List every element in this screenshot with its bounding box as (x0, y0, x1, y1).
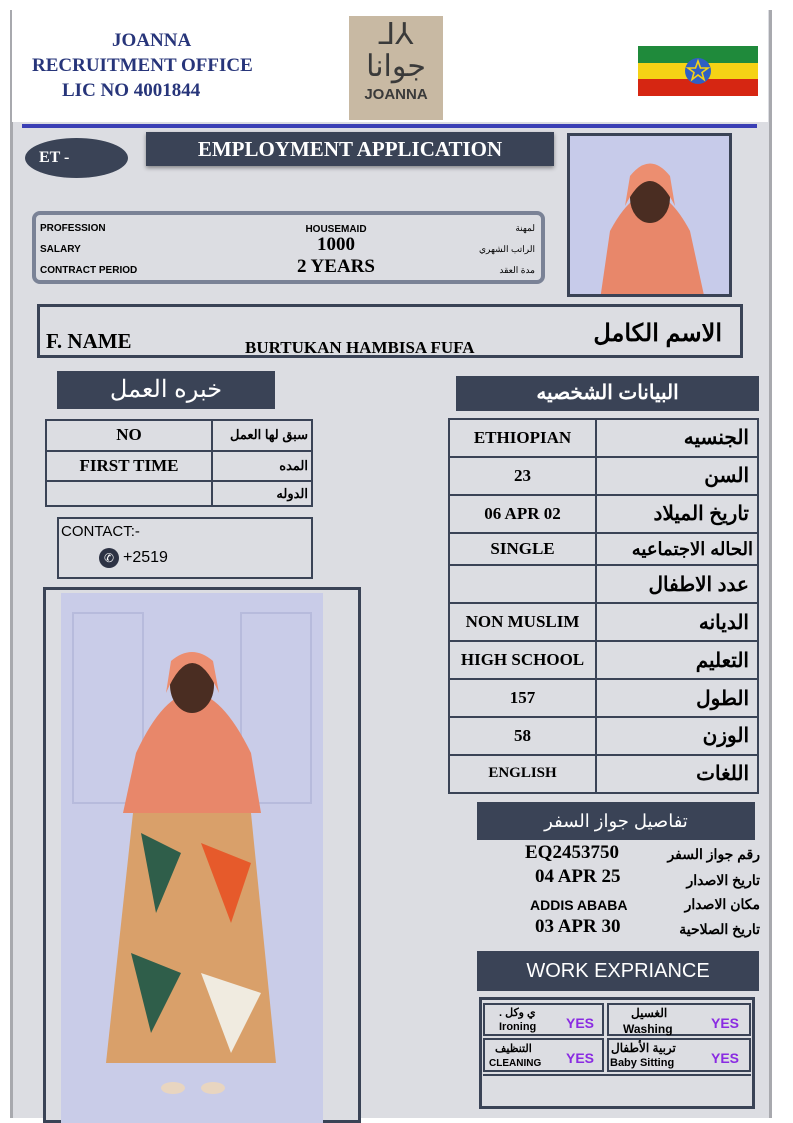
experience-value: NO (46, 420, 212, 451)
personal-label: السن (596, 457, 758, 495)
portrait-photo (567, 133, 732, 297)
work-experience-heading: WORK EXPRIANCE (477, 951, 759, 991)
skill-label: Washing (623, 1022, 673, 1036)
personal-value: HIGH SCHOOL (449, 641, 596, 679)
skill-value: YES (565, 1050, 594, 1066)
skill-label: Ironing (499, 1021, 537, 1033)
personal-value: 58 (449, 717, 596, 755)
skill-cell-empty (483, 1074, 751, 1104)
personal-label: الديانه (596, 603, 758, 641)
skill-value: YES (710, 1015, 739, 1031)
reference-badge: ET - (25, 138, 128, 178)
passport-expiry-value: 03 APR 30 (535, 916, 621, 937)
office-name (32, 28, 302, 103)
personal-label: عدد الاطفال (596, 565, 758, 603)
full-body-photo (43, 587, 361, 1123)
ethiopia-flag-icon (638, 46, 758, 96)
table-row (46, 451, 312, 482)
skill-label-ar: ي وكل . (499, 1007, 536, 1019)
skill-value: YES (565, 1015, 594, 1031)
experience-value: FIRST TIME (46, 451, 212, 482)
experience-heading: خبره العمل (57, 371, 275, 409)
skill-label-ar: التنظيف (495, 1043, 532, 1055)
full-body-figure (61, 593, 323, 1123)
personal-label: اللغات (596, 755, 758, 793)
skill-label-ar: تربية الأطفال (611, 1041, 676, 1055)
contact-box (57, 517, 313, 579)
table-row (449, 565, 758, 603)
experience-value (46, 481, 212, 506)
personal-value: ETHIOPIAN (449, 419, 596, 457)
personal-value (449, 565, 596, 603)
salary-label-ar: الراتب الشهري (479, 244, 535, 254)
table-row (449, 495, 758, 533)
passport-issue-place-value: ADDIS ABABA (530, 897, 628, 913)
experience-table (45, 419, 313, 507)
header-divider (22, 124, 757, 128)
experience-label: الدوله (212, 481, 312, 506)
skill-cell (483, 1038, 604, 1072)
office-line-1: JOANNA (112, 30, 192, 51)
personal-label: الطول (596, 679, 758, 717)
contract-period-label: CONTRACT PERIOD (40, 265, 138, 276)
table-row (449, 755, 758, 793)
table-row (449, 419, 758, 457)
table-row (46, 420, 312, 451)
contact-label: CONTACT:- (61, 523, 140, 540)
experience-label: المده (212, 451, 312, 482)
table-row (449, 533, 758, 565)
personal-value: SINGLE (449, 533, 596, 565)
contract-period-label-ar: مدة العقد (499, 265, 535, 275)
contact-phone: +2519 (123, 549, 168, 566)
table-row (449, 603, 758, 641)
skill-label-ar: الغسيل (631, 1006, 668, 1020)
personal-label: الحاله الاجتماعيه (596, 533, 758, 565)
full-name-label-ar: الاسم الكامل (593, 320, 722, 347)
profession-value: HOUSEMAID (305, 224, 367, 235)
personal-label: تاريخ الميلاد (596, 495, 758, 533)
passport-number-label: رقم جواز السفر (667, 846, 760, 862)
skill-cell (607, 1003, 751, 1036)
passport-heading: تفاصيل جواز السفر (477, 802, 755, 840)
full-name-row (37, 304, 743, 358)
personal-label: التعليم (596, 641, 758, 679)
full-name-value: BURTUKAN HAMBISA FUFA (245, 338, 475, 357)
table-row (449, 679, 758, 717)
office-line-2: RECRUITMENT OFFICE (32, 55, 253, 76)
skill-label: Baby Sitting (610, 1057, 675, 1069)
passport-issue-place-label: مكان الاصدار (684, 896, 760, 912)
contract-period-value: 2 YEARS (297, 256, 375, 277)
office-line-3: LIC NO 4001844 (62, 80, 201, 101)
logo-latin: JOANNA (364, 86, 428, 103)
passport-details (450, 842, 760, 942)
portrait-figure (570, 136, 732, 297)
job-details-box (32, 211, 545, 284)
salary-value: 1000 (317, 234, 355, 255)
skill-cell (483, 1003, 604, 1036)
experience-label: سبق لها العمل (212, 420, 312, 451)
passport-issue-date-value: 04 APR 25 (535, 866, 621, 887)
personal-value: NON MUSLIM (449, 603, 596, 641)
personal-label: الوزن (596, 717, 758, 755)
skill-label: CLEANING (489, 1058, 542, 1069)
passport-issue-date-label: تاريخ الاصدار (686, 872, 760, 888)
phone-icon: ✆ (99, 548, 119, 568)
profession-label-ar: لمهنة (515, 223, 535, 233)
salary-label: SALARY (40, 244, 81, 255)
work-experience-box (479, 997, 755, 1109)
full-name-label: F. NAME (46, 329, 132, 353)
personal-value: 157 (449, 679, 596, 717)
skill-cell (607, 1038, 751, 1072)
table-row (46, 481, 312, 506)
table-row (449, 717, 758, 755)
personal-value: 06 APR 02 (449, 495, 596, 533)
profession-label: PROFESSION (40, 223, 106, 234)
passport-number-value: EQ2453750 (525, 842, 619, 863)
logo-arabic: جوانا (366, 50, 426, 83)
personal-data-table (448, 418, 759, 794)
personal-value: 23 (449, 457, 596, 495)
table-row (449, 641, 758, 679)
form-title: EMPLOYMENT APPLICATION (146, 132, 554, 166)
personal-data-heading: البيانات الشخصيه (456, 376, 759, 411)
table-row (449, 457, 758, 495)
agency-logo: ⅃⅄ جوانا JOANNA (349, 16, 443, 120)
passport-expiry-label: تاريخ الصلاحية (679, 921, 760, 937)
skill-value: YES (710, 1050, 739, 1066)
personal-value: ENGLISH (449, 755, 596, 793)
personal-label: الجنسيه (596, 419, 758, 457)
